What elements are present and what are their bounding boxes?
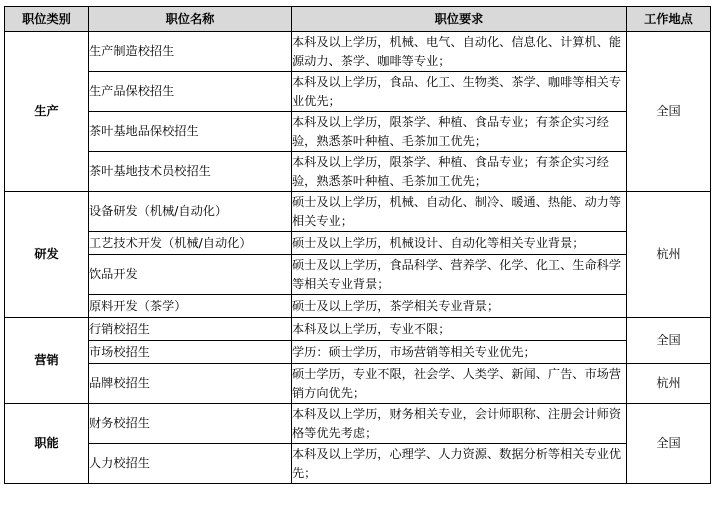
table-row (5, 152, 711, 192)
position-name: 财务校招生 (89, 404, 292, 444)
position-requirements: 硕士及以上学历，机械、自动化、制冷、暖通、热能、动力等相关专业； (292, 192, 627, 232)
position-requirements: 硕士及以上学历，食品科学、营养学、化学、化工、生命科学等相关专业背景； (292, 255, 627, 295)
position-name: 市场校招生 (89, 341, 292, 364)
table-row (5, 404, 711, 444)
table-row (5, 295, 711, 318)
location-cell: 杭州 (627, 364, 711, 404)
table-row (5, 318, 711, 341)
position-requirements: 硕士及以上学历，茶学相关专业背景； (292, 295, 627, 318)
position-name: 生产制造校招生 (89, 32, 292, 72)
position-requirements: 本科及以上学历，机械、电气、自动化、信息化、计算机、能源动力、茶学、咖啡等专业； (292, 32, 627, 72)
job-requirements-table (4, 6, 711, 484)
category-cell: 职能 (5, 404, 89, 484)
table-row (5, 444, 711, 484)
position-requirements: 硕士学历，专业不限，社会学、人类学、新闻、广告、市场营销方向优先； (292, 364, 627, 404)
table-row (5, 32, 711, 72)
position-name: 品牌校招生 (89, 364, 292, 404)
position-name: 茶叶基地技术员校招生 (89, 152, 292, 192)
table-row (5, 232, 711, 255)
position-requirements: 本科及以上学历，心理学、人力资源、数据分析等相关专业优先； (292, 444, 627, 484)
position-requirements: 本科及以上学历，食品、化工、生物类、茶学、咖啡等相关专业优先； (292, 72, 627, 112)
position-name: 生产品保校招生 (89, 72, 292, 112)
location-cell: 杭州 (627, 192, 711, 318)
position-requirements: 硕士及以上学历，机械设计、自动化等相关专业背景； (292, 232, 627, 255)
position-name: 行销校招生 (89, 318, 292, 341)
table-row (5, 192, 711, 232)
category-cell: 营销 (5, 318, 89, 404)
table-row (5, 72, 711, 112)
header-location: 工作地点 (627, 7, 711, 32)
position-requirements: 本科及以上学历，专业不限； (292, 318, 627, 341)
header-row (5, 7, 711, 32)
category-cell: 研发 (5, 192, 89, 318)
header-category: 职位类别 (5, 7, 89, 32)
position-name: 原料开发（茶学） (89, 295, 292, 318)
location-cell: 全国 (627, 318, 711, 364)
position-name: 茶叶基地品保校招生 (89, 112, 292, 152)
table-row (5, 364, 711, 404)
category-cell: 生产 (5, 32, 89, 192)
table-row (5, 112, 711, 152)
position-name: 工艺技术开发（机械/自动化） (89, 232, 292, 255)
position-requirements: 本科及以上学历，限茶学、种植、食品专业；有茶企实习经验，熟悉茶叶种植、毛茶加工优先； (292, 152, 627, 192)
location-cell: 全国 (627, 32, 711, 192)
header-position-name: 职位名称 (89, 7, 292, 32)
location-cell: 全国 (627, 404, 711, 484)
header-requirements: 职位要求 (292, 7, 627, 32)
table-row (5, 341, 711, 364)
position-requirements: 学历：硕士学历，市场营销等相关专业优先； (292, 341, 627, 364)
position-name: 人力校招生 (89, 444, 292, 484)
position-requirements: 本科及以上学历，财务相关专业，会计师职称、注册会计师资格等优先考虑； (292, 404, 627, 444)
position-name: 饮品开发 (89, 255, 292, 295)
table-row (5, 255, 711, 295)
position-requirements: 本科及以上学历，限茶学、种植、食品专业；有茶企实习经验，熟悉茶叶种植、毛茶加工优先； (292, 112, 627, 152)
position-name: 设备研发（机械/自动化） (89, 192, 292, 232)
